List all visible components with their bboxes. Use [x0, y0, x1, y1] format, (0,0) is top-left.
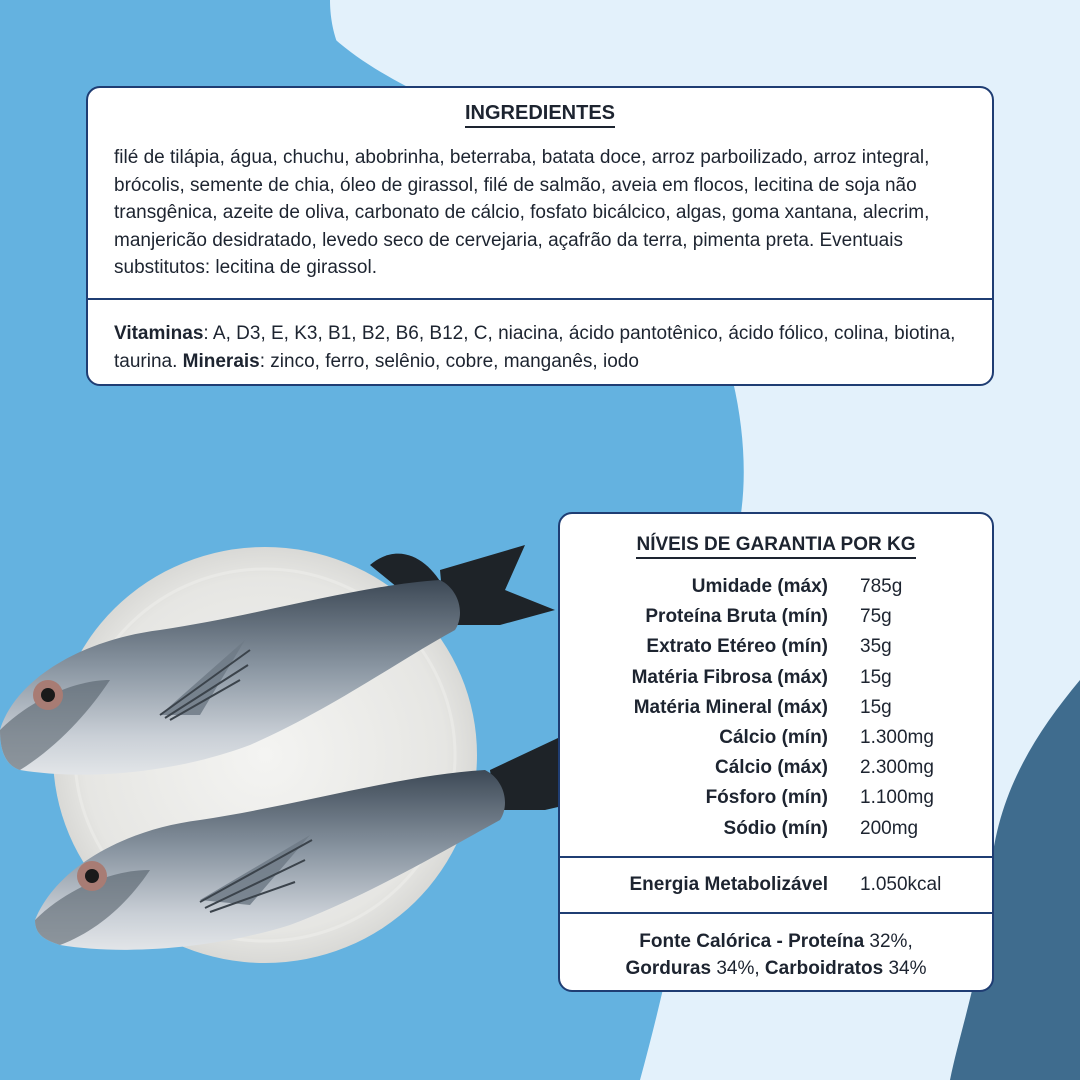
row-label: Matéria Fibrosa (máx) — [631, 666, 828, 688]
row-value: 1.300mg — [860, 726, 934, 748]
energy-label: Energia Metabolizável — [629, 874, 828, 895]
caloric-source-text — [580, 928, 972, 982]
guarantee-levels-card — [558, 512, 994, 992]
row-label: Cálcio (mín) — [719, 726, 828, 748]
guarantee-title: NÍVEIS DE GARANTIA POR KG — [560, 534, 992, 556]
row-label: Fósforo (mín) — [705, 787, 828, 809]
energy-row — [560, 870, 992, 900]
guarantee-rows — [560, 572, 992, 844]
ingredients-title: INGREDIENTES — [88, 102, 992, 125]
caloric-fat-value: 34%, — [711, 958, 765, 979]
guarantee-row — [560, 572, 992, 602]
row-value: 15g — [860, 666, 892, 688]
row-label: Extrato Etéreo (mín) — [646, 636, 828, 658]
row-value: 785g — [860, 576, 903, 597]
divider — [560, 856, 992, 858]
guarantee-row — [560, 753, 992, 783]
caloric-fat-label: Gorduras — [625, 958, 712, 979]
caloric-carb-value: 34% — [883, 958, 927, 979]
row-label: Cálcio (máx) — [715, 757, 828, 779]
guarantee-row — [560, 723, 992, 753]
row-value: 1.100mg — [860, 787, 934, 809]
ingredients-card — [86, 86, 994, 386]
divider — [88, 298, 992, 300]
ingredients-text: filé de tilápia, água, chuchu, abobrinha, beterraba, batata doce, arroz parboilizado, arroz integral, brócolis, semente de chia, óleo de girassol, filé de salmão, aveia em flocos, lecitina de soja não transgênica, azeite de oliva, carbonato de cálcio, fosfato bicálcico, algas, goma xantana, alecrim, manjericão desidratado, levedo seco de cervejaria, açafrão da terra, pimenta preta. Eventuais substitutos: lecitina de girassol. — [114, 147, 930, 278]
minerals-label: Minerais — [182, 350, 260, 372]
energy-value: 1.050kcal — [860, 874, 942, 895]
caloric-protein-label: Fonte Calórica - Proteína — [639, 931, 865, 952]
guarantee-row — [560, 814, 992, 844]
row-value: 200mg — [860, 817, 919, 839]
row-value: 2.300mg — [860, 757, 934, 779]
guarantee-row — [560, 602, 992, 632]
caloric-carb-label: Carboidratos — [764, 958, 884, 979]
guarantee-row — [560, 632, 992, 662]
row-value: 15g — [860, 696, 892, 718]
vitamins-list: : A, D3, E, K3, B1, B2, B6, B12, C, niacina, ácido pantotênico, ácido fólico, colina, biotina, taurina. — [114, 323, 956, 372]
guarantee-row — [560, 783, 992, 813]
fish-plate-image — [0, 530, 620, 980]
divider — [560, 912, 992, 914]
left-blob-top — [0, 0, 380, 100]
row-label: Sódio (mín) — [723, 817, 828, 839]
row-label: Proteína Bruta (mín) — [645, 606, 828, 628]
row-label: Matéria Mineral (máx) — [633, 696, 828, 718]
caloric-protein-value: 32%, — [864, 931, 913, 952]
vitamins-label: Vitaminas — [114, 323, 204, 344]
row-label: Umidade (máx) — [691, 576, 828, 597]
guarantee-row — [560, 693, 992, 723]
row-value: 35g — [860, 636, 892, 658]
guarantee-row — [560, 663, 992, 693]
row-value: 75g — [860, 606, 892, 628]
vitamins-minerals-text — [114, 320, 974, 375]
minerals-list: : zinco, ferro, selênio, cobre, manganês, iodo — [259, 350, 639, 372]
